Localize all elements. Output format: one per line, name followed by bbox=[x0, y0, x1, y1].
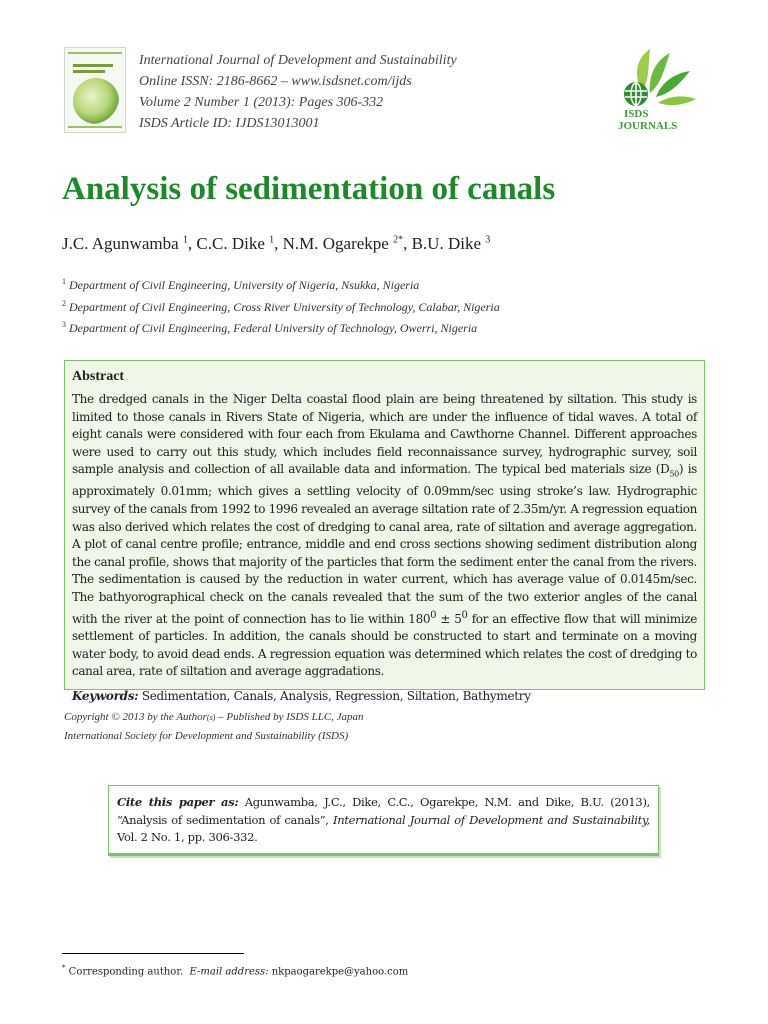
citation-box bbox=[108, 785, 659, 856]
paper-title: Analysis of sedimentation of canals bbox=[62, 171, 556, 207]
cover-top-bar bbox=[68, 52, 122, 54]
corresponding-author-footnote: * Corresponding author. E-mail address: nkpaogarekpe@yahoo.com bbox=[62, 964, 409, 978]
cover-title-line bbox=[73, 70, 105, 73]
cover-title-line bbox=[73, 64, 113, 67]
citation-text: Cite this paper as: Agunwamba, J.C., Dike, C.C., Ogarekpe, N.M. and Dike, B.U. (2013), “Analysis of sedimentation of canals”, International Journal of Development and Sustainability, Vol. 2 No. 1, pp. 306-332. bbox=[117, 795, 650, 844]
affiliation: $^3$ Department of Civil Engineering, Federal University of Technology, Owerri, Nigeria bbox=[62, 320, 478, 335]
keywords-list: Sedimentation, Canals, Analysis, Regression, Siltation, Bathymetry bbox=[138, 688, 531, 703]
journal-name: International Journal of Development and Sustainability bbox=[139, 53, 457, 68]
author: B.U. Dike $^3$ bbox=[411, 234, 491, 253]
cover-bottom-bar bbox=[68, 126, 122, 128]
keywords-label: Keywords: bbox=[72, 688, 139, 703]
journal-issn: Online ISSN: 2186-8662 – www.isdsnet.com/ijds bbox=[139, 74, 412, 89]
logo-wordmark: ISDS JOURNALS bbox=[618, 108, 678, 132]
author-email: nkpaogarekpe@yahoo.com bbox=[268, 966, 409, 978]
journal-cover-thumbnail bbox=[64, 47, 126, 133]
journal-volume: Volume 2 Number 1 (2013): Pages 306-332 bbox=[139, 95, 384, 110]
affiliation: $^1$ Department of Civil Engineering, University of Nigeria, Nsukka, Nigeria bbox=[62, 277, 420, 292]
footnote-rule bbox=[62, 953, 244, 954]
affiliation: $^2$ Department of Civil Engineering, Cross River University of Technology, Calabar, Nigeria bbox=[62, 298, 500, 314]
copyright-notice: Copyright © 2013 by the Author(s) – Published by ISDS LLC, Japan International Society for Development and Sustainability (ISDS) bbox=[64, 711, 364, 742]
abstract-heading: Abstract bbox=[72, 369, 125, 384]
cover-globe-graphic bbox=[73, 78, 119, 124]
article-id: ISDS Article ID: IJDS13013001 bbox=[139, 116, 320, 131]
abstract-box bbox=[64, 360, 705, 703]
author: J.C. Agunwamba $^1$, bbox=[62, 234, 197, 253]
author: N.M. Ogarekpe $^{2*}$, bbox=[282, 234, 412, 253]
author-list bbox=[62, 234, 490, 254]
journal-header bbox=[139, 50, 457, 134]
keywords bbox=[72, 689, 697, 703]
author: C.C. Dike $^1$, bbox=[196, 234, 283, 253]
affiliation-list bbox=[62, 273, 500, 338]
abstract-text: The dredged canals in the Niger Delta coastal flood plain are being threatened by siltation. This study is limited to those canals in Rivers State of Nigeria, which are under the influence of tidal waves. A total of eight canals were considered with four each from Ekulama and Cawthorne Channel. Different approaches were used to carry out this study, which includes field reconnaissance survey, hydrographic survey, soil sample analysis and collection of all available data and information. The typical bed materials size $(D_{50})$ is approximately 0.01mm; which gives a settling velocity of 0.09mm/sec using stroke’s law. Hydrographic survey of the canals from 1992 to 1996 revealed an average siltation rate of 2.35m/yr. A regression equation was also derived which relates the cost of dredging to canal area, rate of siltation and average aggregation. A plot of canal centre profile; entrance, middle and end cross sections showing sediment distribution along the canal profile, shows that majority of the particles that form the sediment enter the canal from the rivers. The sedimentation is caused by the reduction in water current, which has average value of 0.0145m/sec. The bathyorographical check on the canals revealed that the sum of the two exterior angles of the canal with the river at the point of connection has to lie within $180^0 \pm 5^0$ for an effective flow that will minimize settlement of particles. In addition, the canals should be constructed to start and terminate on a moving water body, to avoid dead ends. A regression equation was determined which relates the cost of dredging to canal area, rate of siltation and average aggradations. bbox=[72, 392, 698, 679]
